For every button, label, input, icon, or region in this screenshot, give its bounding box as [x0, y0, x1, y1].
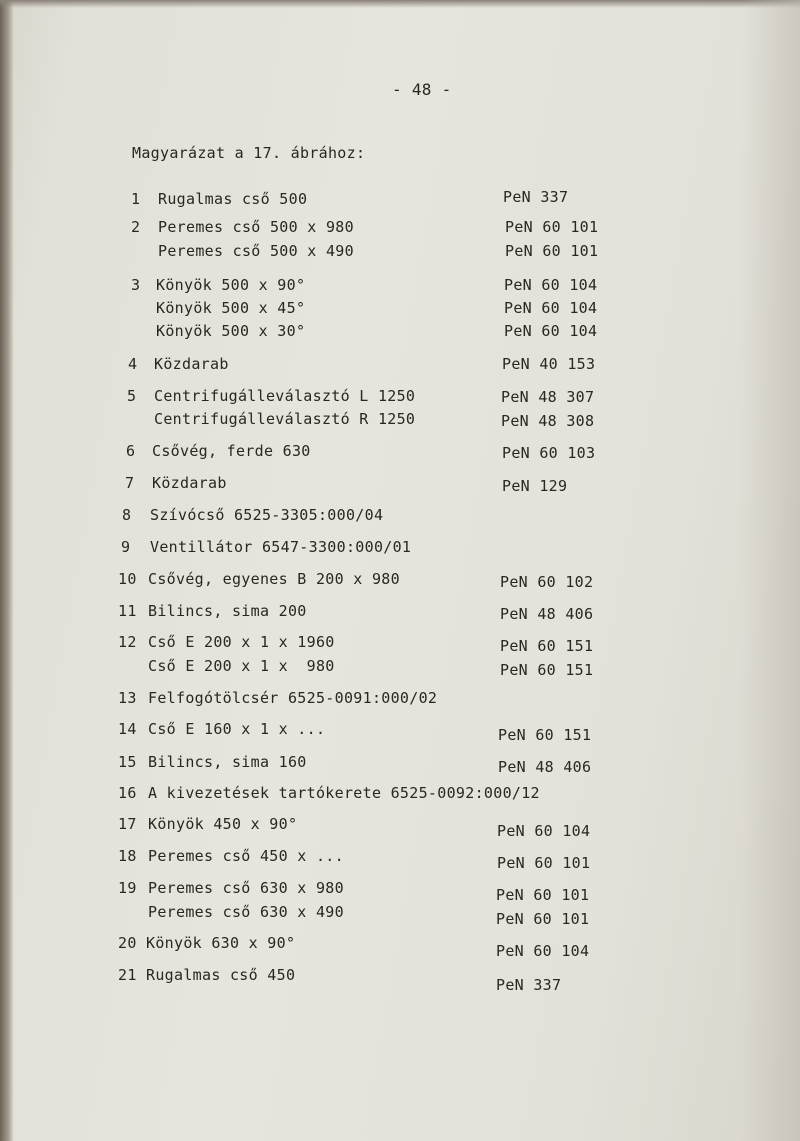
item-description: Felfogótölcsér 6525-0091:000/02: [148, 689, 438, 707]
item-description: Peremes cső 630 x 490: [148, 903, 344, 921]
item-description: Csővég, ferde 630: [152, 442, 311, 460]
item-code: PeN 60 101: [505, 218, 599, 236]
item-code: PeN 60 151: [498, 726, 592, 744]
page-right-shade: [740, 0, 800, 1141]
item-description: Bilincs, sima 200: [148, 602, 307, 620]
page-number: - 48 -: [392, 80, 452, 99]
item-description: Rugalmas cső 500: [158, 190, 308, 208]
item-number: 3: [131, 276, 141, 294]
item-code: PeN 60 151: [500, 637, 594, 655]
item-description: Csővég, egyenes B 200 x 980: [148, 570, 400, 588]
item-description: Könyök 500 x 90°: [156, 276, 306, 294]
item-description: Könyök 500 x 45°: [156, 299, 306, 317]
item-description: Közdarab: [154, 355, 229, 373]
item-code: PeN 60 151: [500, 661, 594, 679]
item-description: Könyök 500 x 30°: [156, 322, 306, 340]
item-description: Cső E 200 x 1 x 980: [148, 657, 335, 675]
item-code: PeN 60 104: [497, 822, 591, 840]
item-number: 8: [122, 506, 132, 524]
item-code: PeN 48 308: [501, 412, 595, 430]
item-description: Cső E 160 x 1 x ...: [148, 720, 326, 738]
item-code: PeN 60 104: [504, 299, 598, 317]
item-number: 5: [127, 387, 137, 405]
item-description: Szívócső 6525-3305:000/04: [150, 506, 384, 524]
item-number: 2: [131, 218, 141, 236]
item-number: 10: [118, 570, 137, 588]
item-code: PeN 60 101: [497, 854, 591, 872]
item-description: Peremes cső 500 x 980: [158, 218, 354, 236]
item-description: Peremes cső 630 x 980: [148, 879, 344, 897]
item-number: 15: [118, 753, 137, 771]
item-number: 6: [126, 442, 136, 460]
item-code: PeN 60 101: [505, 242, 599, 260]
item-code: PeN 60 101: [496, 910, 590, 928]
item-code: PeN 40 153: [502, 355, 596, 373]
item-description: Peremes cső 500 x 490: [158, 242, 354, 260]
item-number: 17: [118, 815, 137, 833]
page-binding-edge: [0, 0, 14, 1141]
item-code: PeN 337: [503, 188, 569, 206]
item-description: Cső E 200 x 1 x 1960: [148, 633, 335, 651]
item-number: 9: [121, 538, 131, 556]
item-number: 16: [118, 784, 137, 802]
item-description: Centrifugálleválasztó L 1250: [154, 387, 416, 405]
item-code: PeN 129: [502, 477, 568, 495]
item-code: PeN 48 406: [498, 758, 592, 776]
item-number: 14: [118, 720, 137, 738]
item-number: 7: [125, 474, 135, 492]
item-description: Rugalmas cső 450: [146, 966, 296, 984]
item-number: 20: [118, 934, 137, 952]
item-description: Ventillátor 6547-3300:000/01: [150, 538, 412, 556]
item-number: 19: [118, 879, 137, 897]
item-number: 1: [131, 190, 141, 208]
item-description: Könyök 630 x 90°: [146, 934, 296, 952]
item-code: PeN 60 104: [496, 942, 590, 960]
item-number: 4: [128, 355, 138, 373]
item-code: PeN 337: [496, 976, 562, 994]
item-code: PeN 60 101: [496, 886, 590, 904]
page-top-edge: [0, 0, 800, 8]
item-code: PeN 60 103: [502, 444, 596, 462]
item-code: PeN 60 104: [504, 322, 598, 340]
item-code: PeN 60 102: [500, 573, 594, 591]
item-description: Peremes cső 450 x ...: [148, 847, 344, 865]
item-code: PeN 60 104: [504, 276, 598, 294]
item-number: 18: [118, 847, 137, 865]
item-description: Közdarab: [152, 474, 227, 492]
item-description: A kivezetések tartókerete 6525-0092:000/12: [148, 784, 540, 802]
item-description: Centrifugálleválasztó R 1250: [154, 410, 416, 428]
item-code: PeN 48 406: [500, 605, 594, 623]
item-number: 11: [118, 602, 137, 620]
item-description: Bilincs, sima 160: [148, 753, 307, 771]
item-number: 12: [118, 633, 137, 651]
item-description: Könyök 450 x 90°: [148, 815, 298, 833]
page-heading: Magyarázat a 17. ábrához:: [132, 144, 366, 162]
item-code: PeN 48 307: [501, 388, 595, 406]
item-number: 13: [118, 689, 137, 707]
item-number: 21: [118, 966, 137, 984]
